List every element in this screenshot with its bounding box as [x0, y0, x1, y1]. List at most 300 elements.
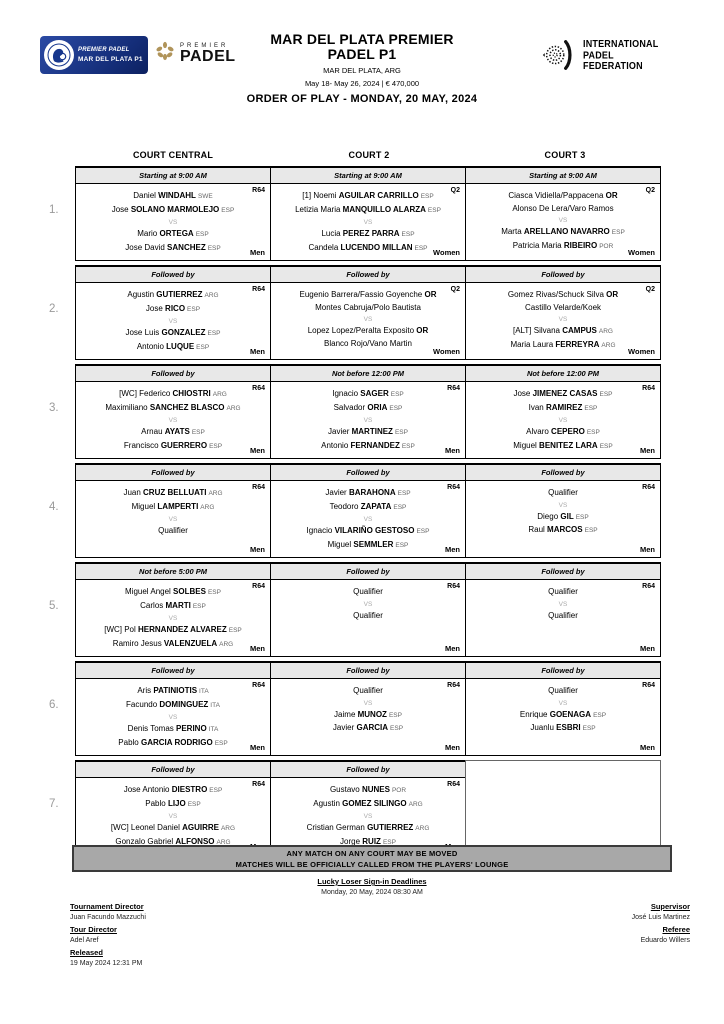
match-box: [466, 580, 660, 656]
court-notice-box: [72, 845, 672, 872]
entry-prefix: [WC]: [119, 389, 140, 398]
player-line: Eugenio Barrera/Fassio Goyenche OR: [299, 290, 437, 299]
country-code: ARG: [601, 341, 616, 349]
player-surname: SOLANO MARMOLEJO: [130, 204, 220, 214]
order-of-play-title: ORDER OF PLAY - MONDAY, 20 MAY, 2024: [246, 93, 478, 105]
country-code: ESP: [427, 206, 441, 214]
player-surname: DOMINGUEZ: [159, 699, 209, 709]
round-tag: R64: [447, 583, 460, 590]
tournament-dates: May 18- May 26, 2024 | € 470,000: [304, 79, 420, 88]
round-tag: R64: [642, 583, 655, 590]
player-line: Jose Luis GONZALEZ ESP: [125, 328, 221, 337]
player-surname: ORTEGA: [159, 229, 194, 238]
player-surname: RIBEIRO: [563, 240, 598, 250]
player-line: Jose JIMENEZ CASAS ESP: [513, 389, 613, 398]
player-surname: FERNANDEZ: [350, 440, 400, 450]
match-cell: [75, 760, 271, 855]
vs-label: VS: [558, 217, 568, 224]
lucky-loser-deadline: Monday, 20 May, 2024 08:30 AM: [321, 889, 423, 896]
match-box: [271, 679, 465, 755]
or-label: OR: [414, 326, 429, 335]
player-line: Agustin GOMEZ SILINGO ARG: [313, 798, 423, 808]
player-surname: PERINO: [176, 724, 207, 733]
player-line: Miguel SEMMLER ESP: [327, 539, 409, 549]
player-surname: CAMPUS: [562, 326, 597, 335]
player-line: Jose SOLANO MARMOLEJO ESP: [111, 204, 235, 214]
country-code: ESP: [599, 442, 613, 450]
player-surname: GOMEZ SILINGO: [342, 798, 407, 808]
player-surname: ORIA: [367, 402, 388, 412]
country-code: ARG: [204, 292, 219, 299]
round-tag: Q2: [450, 286, 460, 293]
ipf-logo-text: [583, 39, 658, 72]
player-line: Qualifier: [353, 686, 383, 695]
player-surname: VILARIÑO GESTOSO: [334, 526, 415, 535]
country-code: ARG: [200, 503, 215, 511]
gender-label: Women: [433, 347, 460, 356]
entry-prefix: [ALT]: [513, 326, 534, 335]
match-cell: [75, 562, 271, 657]
player-surname: ZAPATA: [360, 501, 392, 511]
match-box: [76, 580, 270, 656]
player-surname: SOLBES: [173, 587, 206, 596]
player-line: Castillo Velarde/Koek: [524, 302, 602, 312]
country-code: ESP: [187, 800, 201, 808]
row-number: 4.: [49, 501, 59, 513]
gender-label: Men: [640, 545, 655, 554]
round-tag: R64: [642, 385, 655, 392]
vs-label: VS: [558, 699, 568, 707]
player-line: Juanlu ESBRI ESP: [530, 723, 596, 732]
court-title-3: COURT 3: [544, 150, 586, 160]
match-box: [466, 382, 660, 458]
player-line: Ignacio SAGER ESP: [332, 389, 404, 398]
vs-label: VS: [363, 813, 373, 820]
match-box: [271, 481, 465, 557]
player-line: Aris PATINIOTIS ITA: [137, 686, 209, 695]
player-surname: RUIZ: [362, 836, 381, 846]
country-code: ESP: [221, 206, 235, 214]
round-tag: R64: [447, 682, 460, 689]
player-line: Alonso De Lera/Varo Ramos: [512, 203, 614, 213]
country-code: ESP: [207, 244, 221, 252]
player-line: Qualifier: [548, 587, 578, 596]
player-line: Jaime MUNOZ ESP: [334, 709, 402, 719]
player-line: Montes Cabruja/Polo Bautista: [315, 302, 421, 312]
player-line: [ALT] Silvana CAMPUS ARG: [513, 326, 613, 335]
or-label: OR: [603, 191, 618, 200]
row-number: 1.: [49, 204, 59, 216]
round-tag: Q2: [450, 187, 460, 194]
player-line: Antonio FERNANDEZ ESP: [321, 440, 415, 450]
match-time-header: Not before 5:00 PM: [76, 564, 270, 580]
player-surname: CRUZ BELLUATI: [143, 488, 207, 497]
match-time-header: Followed by: [466, 465, 660, 481]
country-code: ARG: [216, 838, 231, 846]
vs-label: VS: [168, 615, 178, 622]
country-code: POR: [599, 242, 614, 250]
round-tag: R64: [642, 484, 655, 491]
schedule-row: [49, 166, 663, 261]
gender-label: Men: [640, 644, 655, 653]
vs-label: VS: [168, 516, 178, 523]
notice-line2: MATCHES WILL BE OFFICIALLY CALLED FROM THE PLAYERS' LOUNGE: [235, 859, 509, 869]
tournament-title-line1: MAR DEL PLATA PREMIER: [270, 31, 454, 47]
match-time-header: Followed by: [76, 465, 270, 481]
mdp-logo-line1: PREMIER PADEL: [78, 47, 130, 53]
country-code: ESP: [196, 343, 210, 351]
round-tag: R64: [252, 583, 265, 590]
tournament-title-line2: PADEL P1: [327, 46, 397, 62]
lucky-loser-block: [72, 877, 672, 896]
vs-label: VS: [168, 714, 178, 721]
player-line: Ramiro Jesus VALENZUELA ARG: [112, 638, 234, 648]
player-line: Javier BARAHONA ESP: [325, 488, 411, 497]
player-line: Qualifier: [353, 587, 383, 596]
round-tag: R64: [252, 484, 265, 491]
match-cell: [270, 760, 466, 855]
gender-label: Women: [628, 347, 655, 356]
player-surname: CHIOSTRI: [172, 389, 211, 398]
player-line: Miguel LAMPERTI ARG: [131, 501, 215, 511]
country-code: ESP: [192, 602, 206, 610]
country-code: ESP: [416, 528, 430, 535]
player-line: Qualifier: [158, 526, 188, 535]
gender-label: Men: [640, 446, 655, 455]
match-time-header: Not before 12:00 PM: [271, 366, 465, 382]
match-cell: [270, 166, 466, 261]
country-code: ARG: [226, 404, 241, 412]
match-cell: [465, 166, 661, 261]
vs-label: VS: [168, 318, 178, 325]
country-code: ESP: [187, 305, 201, 313]
sea-lion-icon: [44, 40, 74, 70]
player-line: Gomez Rivas/Schuck Silva OR: [507, 290, 619, 299]
match-time-header: Starting at 9:00 AM: [271, 168, 465, 184]
schedule-row: [49, 364, 663, 459]
player-surname: LUCENDO MILLAN: [340, 242, 413, 252]
country-code: ESP: [191, 429, 205, 436]
row-number: 7.: [49, 798, 59, 810]
row-number: 3.: [49, 402, 59, 414]
round-tag: Q2: [645, 187, 655, 194]
country-code: ESP: [584, 404, 598, 412]
player-surname: WINDAHL: [158, 191, 196, 200]
country-code: ESP: [382, 838, 396, 846]
player-line: Cristian German GUTIERREZ ARG: [306, 823, 430, 832]
country-code: ARG: [219, 640, 234, 648]
player-line: Daniel WINDAHL SWE: [133, 191, 213, 200]
match-box: [76, 283, 270, 359]
player-line: Maria Laura FERREYRA ARG: [510, 339, 616, 349]
empty-cell: [465, 760, 661, 853]
mdp-logo-line2: MAR DEL PLATA P1: [78, 56, 143, 63]
player-surname: GUERRERO: [160, 440, 208, 450]
tour-director-name: Adel Aref: [70, 937, 99, 944]
player-surname: AGUIRRE: [182, 823, 219, 832]
country-code: ESP: [584, 527, 598, 534]
tournament-director-label: Tournament Director: [70, 902, 144, 911]
vs-label: VS: [558, 417, 568, 424]
match-cell: [75, 166, 271, 261]
gender-label: Men: [445, 446, 460, 455]
country-code: ESP: [388, 711, 402, 719]
vs-label: VS: [363, 219, 373, 226]
player-line: Javier GARCIA ESP: [332, 723, 404, 732]
player-line: Lucia PEREZ PARRA ESP: [321, 229, 415, 238]
player-line: Jose RICO ESP: [145, 303, 201, 313]
match-cell: [465, 463, 661, 558]
gender-label: Men: [250, 644, 265, 653]
player-line: Miguel BENITEZ LARA ESP: [513, 440, 613, 450]
ipf-ball-icon: [540, 36, 578, 74]
supervisor-label: Supervisor: [650, 902, 690, 911]
round-tag: R64: [252, 286, 265, 293]
gender-label: Men: [445, 743, 460, 752]
player-line: Arnau AYATS ESP: [141, 427, 205, 436]
match-box: [271, 580, 465, 656]
country-code: ESP: [390, 725, 404, 732]
tour-director-label: Tour Director: [70, 925, 117, 934]
country-code: ESP: [575, 513, 589, 521]
match-cell: [465, 364, 661, 459]
lucky-loser-title: Lucky Loser Sign-in Deadlines: [317, 877, 427, 886]
player-line: Teodoro ZAPATA ESP: [329, 501, 407, 511]
player-surname: VALENZUELA: [163, 638, 218, 648]
player-surname: SAGER: [360, 389, 389, 398]
match-time-header: Followed by: [271, 267, 465, 283]
player-line: Gustavo NUNES POR: [329, 785, 407, 794]
player-surname: GARCIA RODRIGO: [140, 737, 213, 747]
released-label: Released: [70, 948, 103, 957]
player-line: Jose David SANCHEZ ESP: [125, 242, 221, 252]
player-line: Lopez Lopez/Peralta Exposito OR: [307, 326, 429, 335]
player-line: Raul MARCOS ESP: [528, 525, 598, 534]
entry-prefix: [1]: [302, 191, 314, 200]
country-code: ESP: [586, 429, 600, 436]
gender-label: Men: [250, 446, 265, 455]
match-box: [466, 679, 660, 755]
player-line: Denis Tomas PERINO ITA: [127, 724, 219, 733]
country-code: ESP: [414, 244, 428, 252]
vs-label: VS: [168, 417, 178, 424]
or-label: OR: [422, 290, 437, 299]
country-code: ESP: [593, 711, 607, 719]
vs-label: VS: [558, 501, 568, 509]
match-box: [76, 382, 270, 458]
player-surname: MARTINEZ: [351, 427, 393, 436]
flower-icon: [154, 40, 176, 62]
vs-label: VS: [363, 600, 373, 608]
schedule-table: [49, 166, 663, 859]
player-surname: PATINIOTIS: [153, 686, 198, 695]
match-box: [466, 184, 660, 260]
vs-label: VS: [168, 813, 178, 820]
court-title-1: COURT CENTRAL: [132, 150, 214, 160]
match-time-header: Followed by: [466, 663, 660, 679]
ipf-text-line2: PADEL: [583, 48, 614, 60]
mar-del-plata-logo: [40, 36, 148, 74]
round-tag: R64: [252, 682, 265, 689]
player-surname: DIESTRO: [171, 785, 208, 794]
entry-prefix: [WC]: [104, 625, 125, 634]
match-cell: [75, 364, 271, 459]
schedule-row: [49, 463, 663, 558]
player-line: Qualifier: [548, 610, 578, 620]
country-code: ARG: [212, 391, 227, 398]
match-time-header: Followed by: [271, 564, 465, 580]
match-cell: [465, 265, 661, 360]
player-surname: BARAHONA: [348, 488, 396, 497]
referee-label: Referee: [662, 925, 690, 934]
gender-label: Men: [250, 248, 265, 257]
country-code: ESP: [389, 404, 403, 412]
country-code: ITA: [210, 701, 220, 709]
player-surname: GOENAGA: [549, 709, 592, 719]
vs-label: VS: [363, 417, 373, 424]
schedule-row: [49, 562, 663, 657]
match-time-header: Followed by: [76, 663, 270, 679]
match-time-header: Followed by: [76, 762, 270, 778]
player-surname: AYATS: [164, 427, 190, 436]
country-code: ESP: [397, 490, 411, 497]
match-box: [76, 481, 270, 557]
player-surname: RAMIREZ: [545, 402, 583, 412]
player-line: Salvador ORIA ESP: [333, 402, 403, 412]
match-time-header: Starting at 9:00 AM: [76, 168, 270, 184]
country-code: ESP: [214, 739, 228, 747]
match-cell: [270, 661, 466, 756]
match-time-header: Starting at 9:00 AM: [466, 168, 660, 184]
player-line: Qualifier: [353, 610, 383, 620]
round-tag: R64: [447, 385, 460, 392]
match-time-header: Followed by: [466, 564, 660, 580]
match-box: [271, 382, 465, 458]
player-line: Ciasca Vidiella/Pappacena OR: [508, 191, 618, 200]
player-line: Jose Antonio DIESTRO ESP: [123, 785, 223, 794]
vs-label: VS: [363, 699, 373, 707]
padel-word: PADEL: [180, 47, 236, 65]
country-code: ESP: [195, 231, 209, 238]
country-code: ARG: [220, 825, 236, 832]
player-surname: JIMENEZ CASAS: [532, 389, 598, 398]
gender-label: Men: [445, 545, 460, 554]
player-surname: PEREZ PARRA: [342, 229, 400, 238]
ipf-text-line1: INTERNATIONAL: [583, 37, 659, 49]
referee-name: Eduardo Willers: [640, 937, 690, 944]
country-code: ESP: [395, 541, 409, 549]
player-line: Miguel Angel SOLBES ESP: [125, 587, 221, 596]
tournament-location: MAR DEL PLATA, ARG: [323, 66, 401, 75]
ipf-text-line3: FEDERATION: [583, 59, 643, 71]
player-line: Carlos MARTI ESP: [140, 600, 206, 610]
country-code: POR: [391, 787, 407, 794]
match-cell: [270, 463, 466, 558]
player-line: Qualifier: [548, 488, 578, 497]
country-code: ESP: [611, 229, 625, 236]
gender-label: Men: [445, 644, 460, 653]
country-code: ESP: [209, 442, 223, 450]
player-line: Gonzalo Gabriel ALFONSO ARG: [115, 836, 231, 846]
match-time-header: Followed by: [76, 267, 270, 283]
match-cell: [465, 562, 661, 657]
player-line: Pablo GARCIA RODRIGO ESP: [118, 737, 228, 747]
row-number: 5.: [49, 600, 59, 612]
row-number: 2.: [49, 303, 59, 315]
gender-label: Women: [628, 248, 655, 257]
player-line: Javier MARTINEZ ESP: [328, 427, 408, 436]
country-code: ESP: [393, 503, 407, 511]
match-time-header: Followed by: [271, 663, 465, 679]
vs-label: VS: [168, 219, 178, 226]
player-surname: GUTIERREZ: [367, 823, 414, 832]
court-title-2: COURT 2: [348, 150, 390, 160]
player-surname: MANQUILLO ALARZA: [342, 204, 426, 214]
match-cell: [270, 364, 466, 459]
footer-left: [70, 898, 146, 970]
player-surname: MUNOZ: [357, 709, 387, 719]
player-line: Maximiliano SANCHEZ BLASCO ARG: [105, 402, 241, 412]
player-line: Alvaro CEPERO ESP: [526, 427, 600, 436]
player-surname: RICO: [165, 303, 186, 313]
notice-line1: ANY MATCH ON ANY COURT MAY BE MOVED: [286, 848, 458, 858]
vs-label: VS: [558, 600, 568, 608]
gender-label: Men: [250, 545, 265, 554]
player-surname: MARCOS: [547, 525, 583, 534]
match-box: [466, 283, 660, 359]
match-box: [271, 778, 465, 854]
player-line: [WC] Federico CHIOSTRI ARG: [119, 389, 227, 398]
match-box: [76, 184, 270, 260]
player-line: Antonio LUQUE ESP: [136, 341, 210, 351]
player-line: Ivan RAMIREZ ESP: [528, 402, 598, 412]
player-surname: GARCIA: [356, 723, 389, 732]
player-surname: LAMPERTI: [157, 501, 199, 511]
player-line: Diego GIL ESP: [537, 511, 589, 521]
tournament-director-name: Juan Facundo Mazzuchi: [70, 914, 146, 921]
match-cell: [270, 265, 466, 360]
match-time-header: Followed by: [466, 267, 660, 283]
player-surname: GIL: [560, 511, 574, 521]
player-line: Ignacio VILARIÑO GESTOSO ESP: [306, 526, 430, 535]
gender-label: Women: [433, 248, 460, 257]
match-cell: [465, 661, 661, 756]
player-line: Blanco Rojo/Vano Martin: [324, 338, 412, 348]
match-box: [76, 778, 270, 854]
round-tag: Q2: [645, 286, 655, 293]
country-code: ARG: [408, 800, 423, 808]
player-surname: CEPERO: [551, 427, 585, 436]
match-box: [271, 283, 465, 359]
gender-label: Men: [250, 347, 265, 356]
country-code: ESP: [390, 391, 404, 398]
round-tag: R64: [642, 682, 655, 689]
player-line: Mario ORTEGA ESP: [137, 229, 209, 238]
tournament-title-block: [212, 32, 512, 88]
player-line: Letizia Maria MANQUILLO ALARZA ESP: [295, 204, 441, 214]
player-surname: FERREYRA: [555, 339, 600, 349]
footer-right: [632, 898, 690, 947]
player-line: Facundo DOMINGUEZ ITA: [126, 699, 220, 709]
country-code: ESP: [599, 391, 613, 398]
match-time-header: Followed by: [76, 366, 270, 382]
country-code: ESP: [401, 231, 415, 238]
player-surname: BENITEZ LARA: [539, 440, 598, 450]
player-surname: SEMMLER: [353, 539, 394, 549]
player-surname: SANCHEZ: [167, 242, 206, 252]
round-tag: R64: [252, 385, 265, 392]
ipf-logo: [540, 36, 658, 74]
